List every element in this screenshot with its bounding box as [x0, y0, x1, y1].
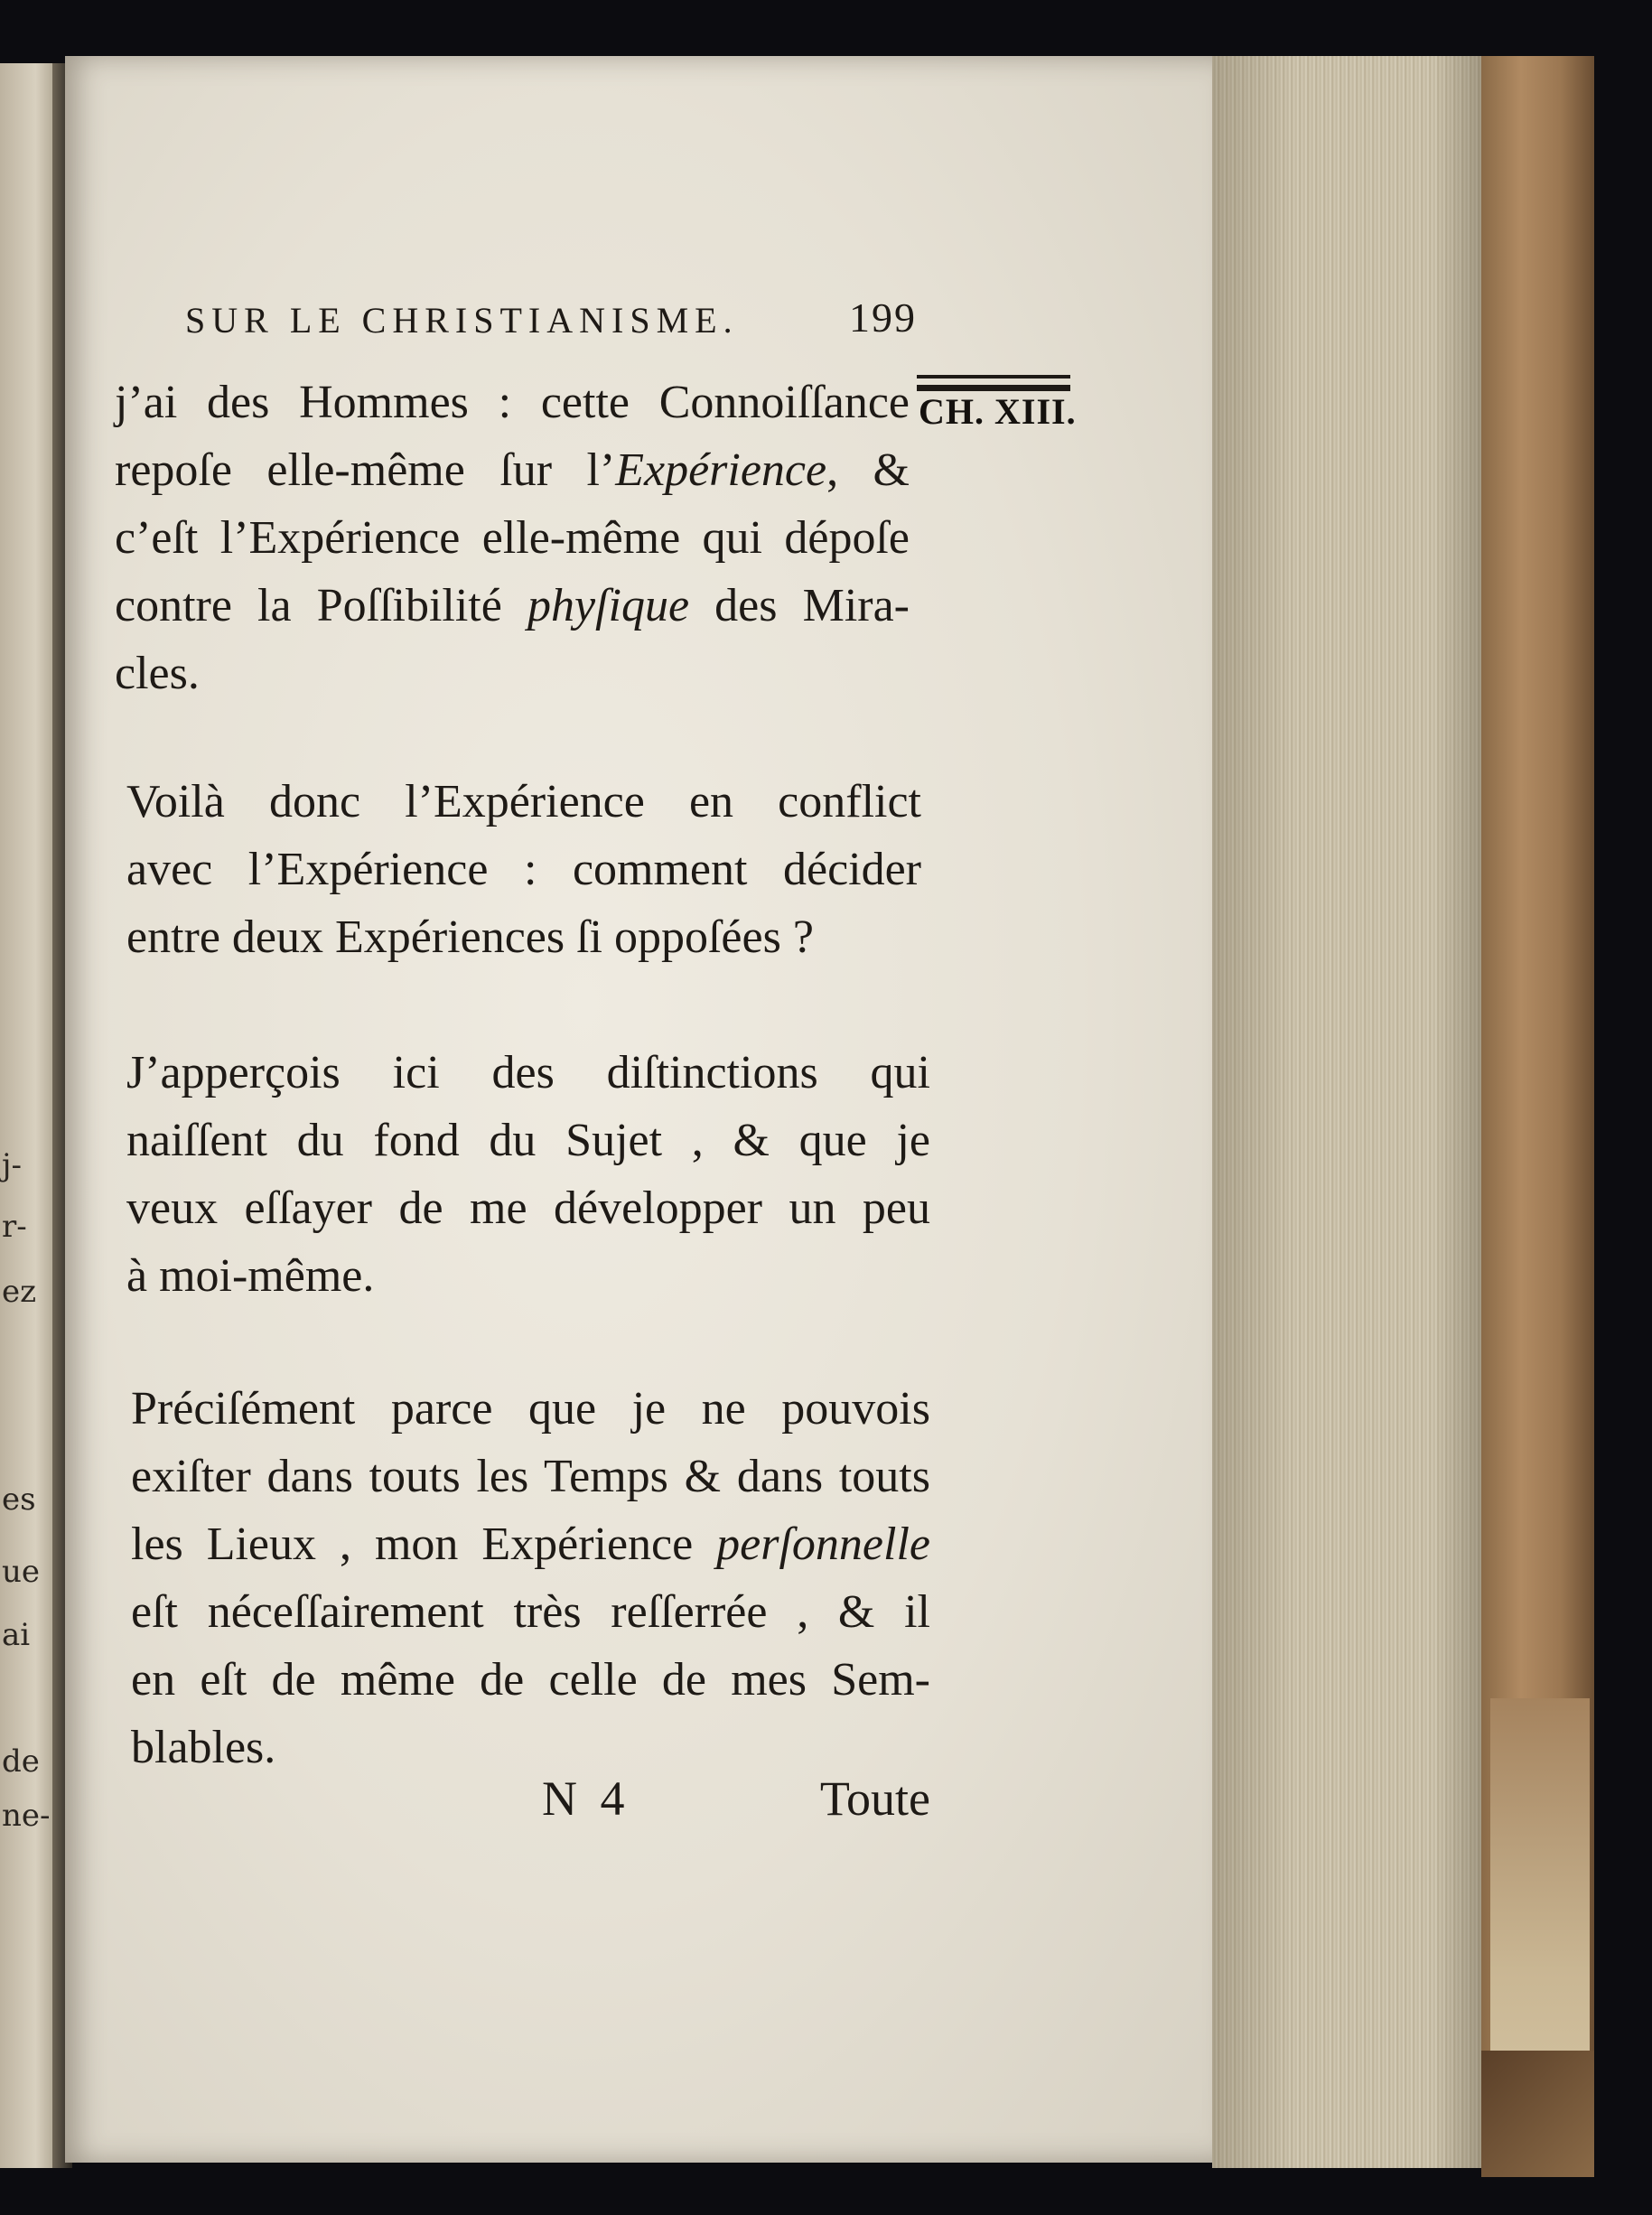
facing-page-fragment: r- — [2, 1209, 27, 1245]
text-line — [126, 1039, 930, 1107]
text-line — [115, 436, 910, 504]
text-run: Préciſément parce que je ne pouvois — [131, 1383, 930, 1435]
catchword: Toute — [819, 1771, 930, 1826]
italic-text-run: perſonnelle — [716, 1519, 930, 1570]
text-line — [126, 903, 921, 971]
text-run: cles. — [115, 648, 200, 699]
text-run: avec l’Expérience : comment décider — [126, 844, 921, 895]
facing-page-fragment: ue — [2, 1554, 41, 1590]
text-line — [126, 1174, 930, 1242]
text-line — [131, 1646, 930, 1714]
text-line — [126, 768, 921, 836]
text-line — [131, 1578, 930, 1646]
text-line — [131, 1443, 930, 1510]
catchline — [533, 1771, 930, 1834]
text-line — [126, 836, 921, 903]
text-run: naiſſent du fond du Sujet , & que je — [126, 1115, 930, 1166]
text-run: contre la Poſſibilité — [115, 580, 527, 631]
text-run: J’apperçois ici des diſtinctions qui — [126, 1047, 930, 1098]
text-run: à moi-même. — [126, 1250, 375, 1302]
facing-page-fragment: j- — [2, 1147, 23, 1183]
text-run: entre deux Expériences ſi oppoſées ? — [126, 911, 814, 963]
paragraph — [126, 1039, 930, 1310]
chapter-marker — [917, 370, 1075, 443]
text-line — [126, 1242, 930, 1310]
running-head-title: SUR LE CHRISTIANISME. — [185, 300, 739, 341]
page-block-shade — [1212, 56, 1488, 2168]
chapter-label: CH. XIII. — [919, 391, 1077, 432]
text-run: j’ai des Hommes : cette Connoiſſance — [115, 377, 910, 428]
running-head — [185, 294, 917, 348]
text-line — [115, 369, 910, 436]
text-line — [131, 1510, 930, 1578]
facing-page — [0, 63, 60, 2168]
italic-text-run: phyſique — [527, 580, 690, 631]
page-number: 199 — [849, 294, 917, 341]
paragraph — [126, 768, 921, 971]
text-run: exiſter dans touts les Temps & dans touts — [131, 1451, 930, 1502]
text-run: , & — [826, 444, 910, 496]
italic-text-run: Expérience — [615, 444, 827, 496]
facing-page-fragment: es — [2, 1481, 36, 1518]
facing-page-fragment: de — [2, 1743, 40, 1780]
signature-mark: N 4 — [542, 1771, 630, 1826]
text-run: eſt néceſſairement très reſſerrée , & il — [131, 1586, 930, 1638]
facing-page-fragment: ez — [2, 1274, 37, 1310]
chapter-rule — [917, 375, 1070, 379]
text-line — [115, 640, 910, 707]
text-run: blables. — [131, 1722, 276, 1773]
text-run: repoſe elle-même ſur l’ — [115, 444, 616, 496]
text-run: des Mira- — [689, 580, 910, 631]
text-run: en eſt de même de celle de mes Sem- — [131, 1654, 930, 1706]
text-line — [115, 572, 910, 640]
paragraph — [131, 1375, 930, 1781]
text-run: veux eſſayer de me développer un peu — [126, 1182, 930, 1234]
text-line — [115, 504, 910, 572]
facing-page-fragment: ne- — [2, 1798, 51, 1834]
text-line — [126, 1107, 930, 1174]
paragraph — [115, 369, 910, 707]
text-run: Voilà donc l’Expérience en conflict — [126, 776, 921, 827]
book-cover-bottom — [1481, 2051, 1594, 2177]
text-run: les Lieux , mon Expérience — [131, 1519, 717, 1570]
facing-page-fragment: ai — [2, 1617, 31, 1653]
text-run: c’eſt l’Expérience elle-même qui dépoſe — [115, 512, 910, 564]
text-line — [131, 1375, 930, 1443]
